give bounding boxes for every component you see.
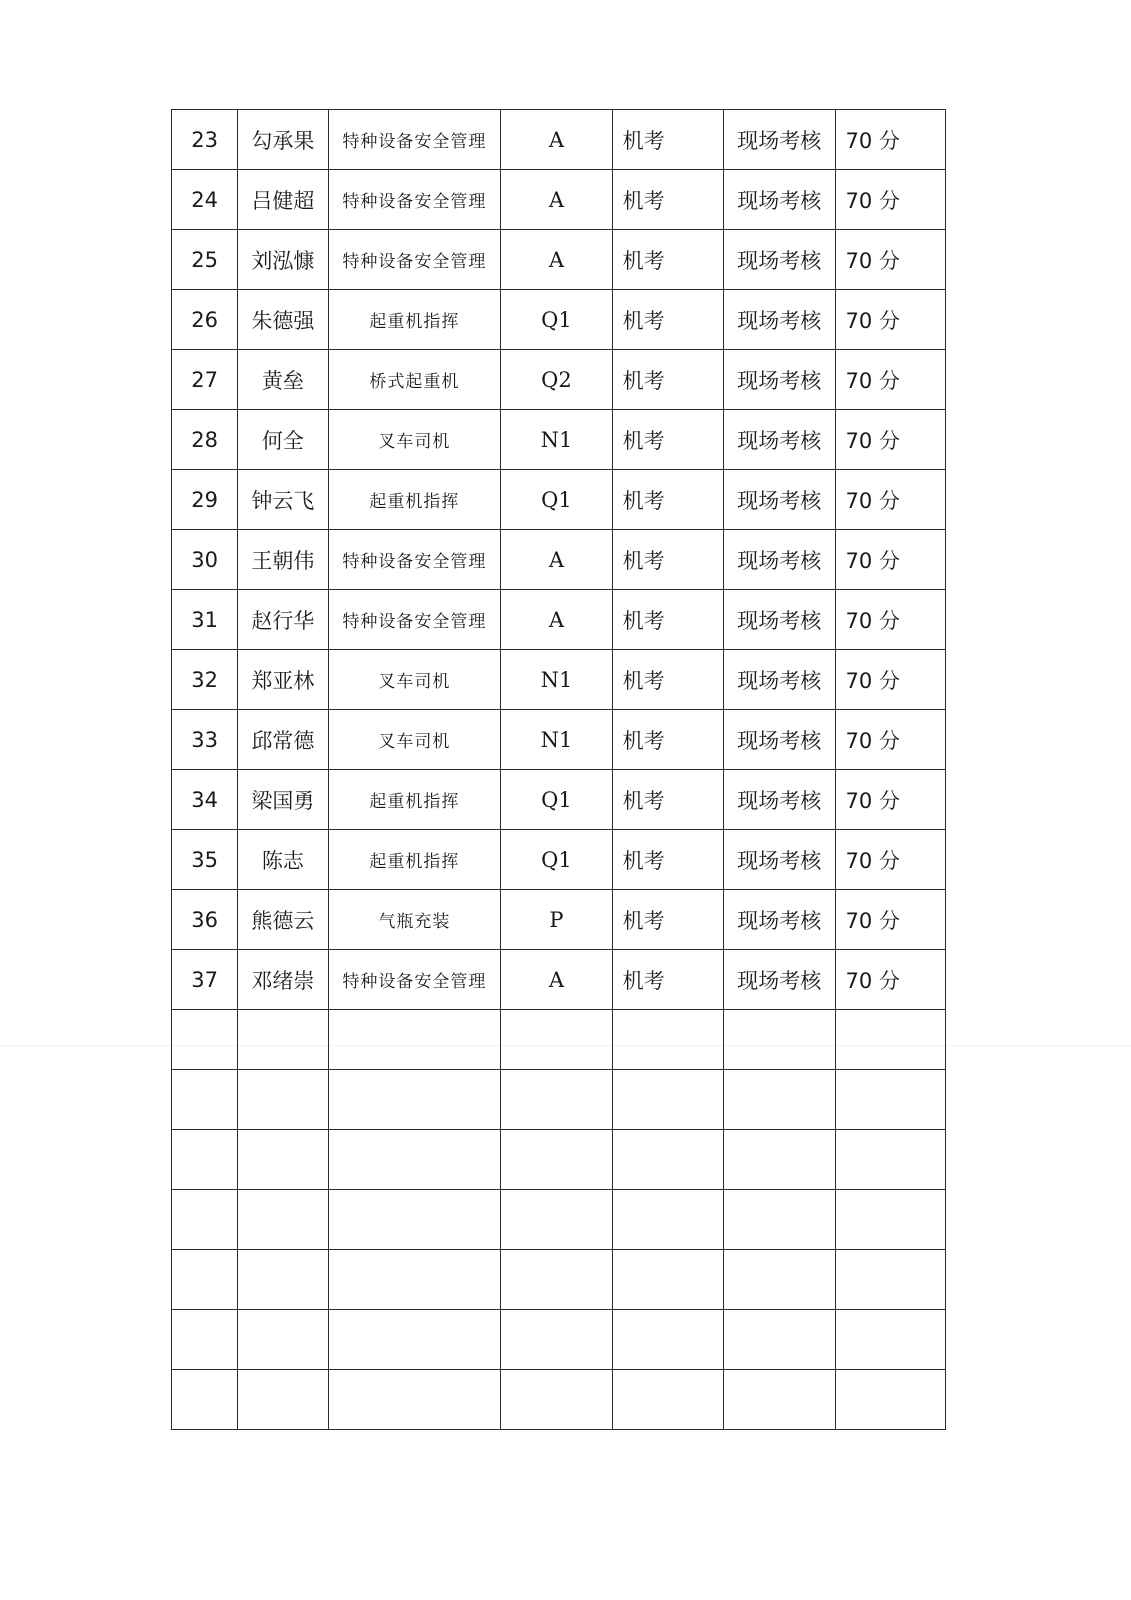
row-number-cell: [172, 1250, 238, 1310]
job-category-cell: 叉车司机: [328, 710, 501, 770]
row-number-cell: [172, 1190, 238, 1250]
row-number-cell: 34: [172, 770, 238, 830]
row-number-cell: 23: [172, 110, 238, 170]
practical-exam-cell: 现场考核: [724, 950, 835, 1010]
row-number-cell: 29: [172, 470, 238, 530]
table-row: [172, 410, 946, 470]
row-number-cell: [172, 1010, 238, 1070]
theory-exam-cell: 机考: [612, 110, 723, 170]
name-cell: 邓绪崇: [238, 950, 328, 1010]
table-row: [172, 890, 946, 950]
table-row: [172, 1070, 946, 1130]
theory-exam-cell: 机考: [612, 650, 723, 710]
passing-score-cell: 70 分: [835, 410, 945, 470]
category-code-cell: N1: [501, 650, 612, 710]
theory-exam-cell: 机考: [612, 950, 723, 1010]
passing-score-cell: [835, 1130, 945, 1190]
name-cell: 钟云飞: [238, 470, 328, 530]
practical-exam-cell: 现场考核: [724, 650, 835, 710]
category-code-cell: N1: [501, 710, 612, 770]
row-number-cell: 31: [172, 590, 238, 650]
passing-score-cell: [835, 1370, 945, 1430]
name-cell: 朱德强: [238, 290, 328, 350]
job-category-cell: [328, 1310, 501, 1370]
table-row: [172, 1310, 946, 1370]
passing-score-cell: [835, 1190, 945, 1250]
passing-score-cell: 70 分: [835, 650, 945, 710]
table-row: [172, 290, 946, 350]
job-category-cell: 叉车司机: [328, 410, 501, 470]
name-cell: [238, 1250, 328, 1310]
name-cell: 勾承果: [238, 110, 328, 170]
theory-exam-cell: 机考: [612, 290, 723, 350]
name-cell: [238, 1370, 328, 1430]
category-code-cell: [501, 1130, 612, 1190]
row-number-cell: 35: [172, 830, 238, 890]
name-cell: [238, 1010, 328, 1070]
theory-exam-cell: 机考: [612, 770, 723, 830]
passing-score-cell: 70 分: [835, 950, 945, 1010]
passing-score-cell: 70 分: [835, 770, 945, 830]
practical-exam-cell: 现场考核: [724, 230, 835, 290]
category-code-cell: [501, 1070, 612, 1130]
practical-exam-cell: 现场考核: [724, 410, 835, 470]
row-number-cell: 33: [172, 710, 238, 770]
table-row: [172, 650, 946, 710]
theory-exam-cell: 机考: [612, 470, 723, 530]
table-row: [172, 1130, 946, 1190]
name-cell: 黄垒: [238, 350, 328, 410]
name-cell: [238, 1190, 328, 1250]
row-number-cell: [172, 1130, 238, 1190]
practical-exam-cell: [724, 1130, 835, 1190]
theory-exam-cell: 机考: [612, 890, 723, 950]
table-row: [172, 470, 946, 530]
job-category-cell: [328, 1250, 501, 1310]
job-category-cell: 特种设备安全管理: [328, 950, 501, 1010]
name-cell: 何全: [238, 410, 328, 470]
category-code-cell: [501, 1370, 612, 1430]
table-row: [172, 110, 946, 170]
category-code-cell: A: [501, 230, 612, 290]
job-category-cell: [328, 1370, 501, 1430]
name-cell: 刘泓慷: [238, 230, 328, 290]
passing-score-cell: 70 分: [835, 350, 945, 410]
passing-score-cell: 70 分: [835, 230, 945, 290]
passing-score-cell: 70 分: [835, 590, 945, 650]
name-cell: 梁国勇: [238, 770, 328, 830]
practical-exam-cell: 现场考核: [724, 530, 835, 590]
row-number-cell: 26: [172, 290, 238, 350]
theory-exam-cell: 机考: [612, 170, 723, 230]
table-row: [172, 590, 946, 650]
theory-exam-cell: [612, 1130, 723, 1190]
name-cell: [238, 1310, 328, 1370]
name-cell: 熊德云: [238, 890, 328, 950]
theory-exam-cell: [612, 1370, 723, 1430]
category-code-cell: Q1: [501, 770, 612, 830]
row-number-cell: 25: [172, 230, 238, 290]
theory-exam-cell: [612, 1190, 723, 1250]
job-category-cell: 特种设备安全管理: [328, 230, 501, 290]
row-number-cell: [172, 1070, 238, 1130]
table-row: [172, 170, 946, 230]
passing-score-cell: 70 分: [835, 170, 945, 230]
row-number-cell: 37: [172, 950, 238, 1010]
theory-exam-cell: 机考: [612, 830, 723, 890]
category-code-cell: A: [501, 110, 612, 170]
name-cell: 郑亚林: [238, 650, 328, 710]
table-row: [172, 230, 946, 290]
practical-exam-cell: 现场考核: [724, 710, 835, 770]
job-category-cell: 起重机指挥: [328, 830, 501, 890]
table-row: [172, 950, 946, 1010]
theory-exam-cell: 机考: [612, 350, 723, 410]
passing-score-cell: [835, 1010, 945, 1070]
passing-score-cell: 70 分: [835, 530, 945, 590]
table-row: [172, 350, 946, 410]
category-code-cell: [501, 1010, 612, 1070]
category-code-cell: [501, 1310, 612, 1370]
table-row: [172, 530, 946, 590]
practical-exam-cell: 现场考核: [724, 170, 835, 230]
job-category-cell: 起重机指挥: [328, 290, 501, 350]
practical-exam-cell: [724, 1310, 835, 1370]
job-category-cell: [328, 1070, 501, 1130]
name-cell: 邱常德: [238, 710, 328, 770]
practical-exam-cell: [724, 1370, 835, 1430]
category-code-cell: Q1: [501, 470, 612, 530]
table-row: [172, 1250, 946, 1310]
category-code-cell: A: [501, 950, 612, 1010]
category-code-cell: A: [501, 590, 612, 650]
practical-exam-cell: 现场考核: [724, 350, 835, 410]
theory-exam-cell: 机考: [612, 530, 723, 590]
passing-score-cell: 70 分: [835, 710, 945, 770]
practical-exam-cell: [724, 1010, 835, 1070]
job-category-cell: 特种设备安全管理: [328, 530, 501, 590]
job-category-cell: [328, 1130, 501, 1190]
name-cell: 赵行华: [238, 590, 328, 650]
theory-exam-cell: 机考: [612, 590, 723, 650]
category-code-cell: A: [501, 530, 612, 590]
practical-exam-cell: 现场考核: [724, 290, 835, 350]
table-row: [172, 770, 946, 830]
theory-exam-cell: [612, 1310, 723, 1370]
theory-exam-cell: [612, 1250, 723, 1310]
practical-exam-cell: 现场考核: [724, 830, 835, 890]
category-code-cell: P: [501, 890, 612, 950]
practical-exam-cell: 现场考核: [724, 470, 835, 530]
category-code-cell: Q1: [501, 830, 612, 890]
row-number-cell: 30: [172, 530, 238, 590]
passing-score-cell: [835, 1250, 945, 1310]
job-category-cell: [328, 1010, 501, 1070]
table-row: [172, 1190, 946, 1250]
practical-exam-cell: [724, 1070, 835, 1130]
category-code-cell: [501, 1190, 612, 1250]
table-row: [172, 830, 946, 890]
theory-exam-cell: 机考: [612, 710, 723, 770]
practical-exam-cell: 现场考核: [724, 590, 835, 650]
name-cell: 王朝伟: [238, 530, 328, 590]
job-category-cell: 特种设备安全管理: [328, 590, 501, 650]
passing-score-cell: 70 分: [835, 830, 945, 890]
practical-exam-cell: 现场考核: [724, 890, 835, 950]
row-number-cell: 28: [172, 410, 238, 470]
theory-exam-cell: [612, 1010, 723, 1070]
job-category-cell: 气瓶充装: [328, 890, 501, 950]
theory-exam-cell: [612, 1070, 723, 1130]
passing-score-cell: 70 分: [835, 290, 945, 350]
category-code-cell: Q2: [501, 350, 612, 410]
practical-exam-cell: [724, 1190, 835, 1250]
table-row: [172, 1370, 946, 1430]
table-row: [172, 710, 946, 770]
row-number-cell: 24: [172, 170, 238, 230]
practical-exam-cell: [724, 1250, 835, 1310]
name-cell: [238, 1070, 328, 1130]
practical-exam-cell: 现场考核: [724, 110, 835, 170]
passing-score-cell: [835, 1310, 945, 1370]
row-number-cell: 36: [172, 890, 238, 950]
passing-score-cell: [835, 1070, 945, 1130]
job-category-cell: 特种设备安全管理: [328, 170, 501, 230]
category-code-cell: [501, 1250, 612, 1310]
theory-exam-cell: 机考: [612, 410, 723, 470]
row-number-cell: [172, 1370, 238, 1430]
row-number-cell: [172, 1310, 238, 1370]
roster-table: [171, 109, 946, 1430]
job-category-cell: 起重机指挥: [328, 770, 501, 830]
practical-exam-cell: 现场考核: [724, 770, 835, 830]
table-row: [172, 1010, 946, 1070]
category-code-cell: A: [501, 170, 612, 230]
name-cell: 吕健超: [238, 170, 328, 230]
job-category-cell: 特种设备安全管理: [328, 110, 501, 170]
roster-table-body: [172, 110, 946, 1430]
job-category-cell: 起重机指挥: [328, 470, 501, 530]
category-code-cell: N1: [501, 410, 612, 470]
name-cell: 陈志: [238, 830, 328, 890]
row-number-cell: 32: [172, 650, 238, 710]
name-cell: [238, 1130, 328, 1190]
passing-score-cell: 70 分: [835, 470, 945, 530]
passing-score-cell: 70 分: [835, 890, 945, 950]
passing-score-cell: 70 分: [835, 110, 945, 170]
row-number-cell: 27: [172, 350, 238, 410]
theory-exam-cell: 机考: [612, 230, 723, 290]
category-code-cell: Q1: [501, 290, 612, 350]
job-category-cell: 叉车司机: [328, 650, 501, 710]
job-category-cell: [328, 1190, 501, 1250]
job-category-cell: 桥式起重机: [328, 350, 501, 410]
